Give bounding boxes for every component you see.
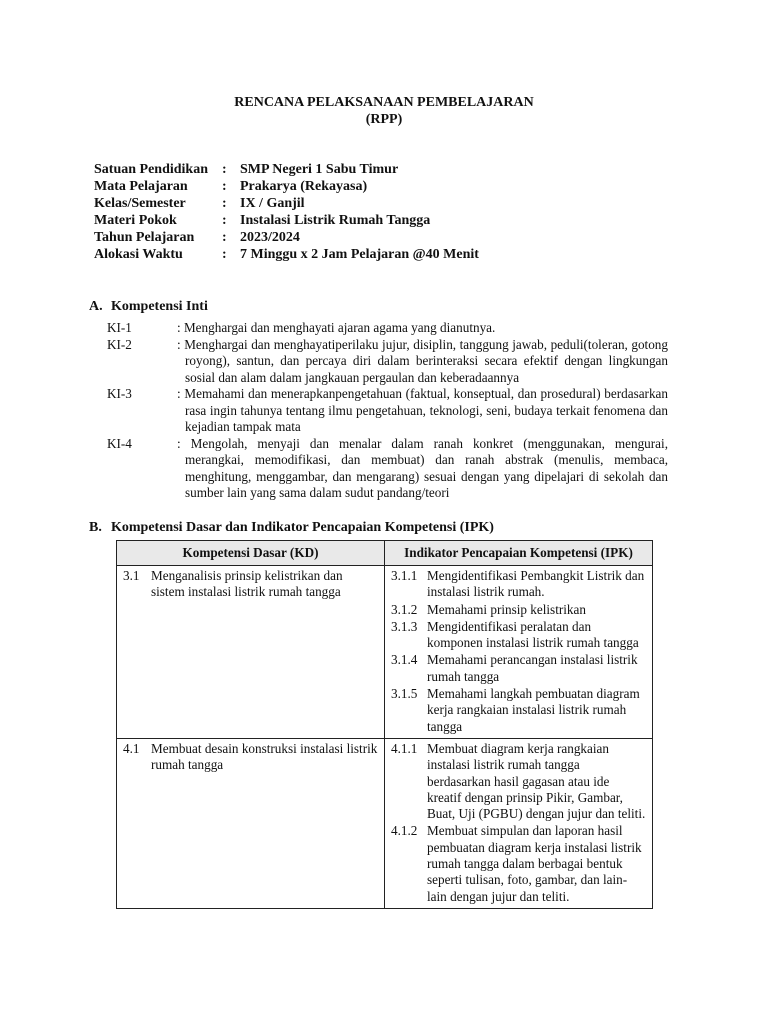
identity-colon: :: [222, 179, 227, 194]
kd-cell: [117, 566, 385, 739]
ki-item: [107, 386, 668, 436]
section-b-title: Kompetensi Dasar dan Indikator Pencapaian Kompetensi (IPK): [111, 520, 494, 535]
ipk-number: 3.1.2: [391, 601, 418, 617]
ipk-item: [391, 686, 646, 735]
ipk-number: 4.1.2: [391, 823, 418, 839]
kd-number: 4.1: [123, 740, 140, 756]
section-a-heading: [89, 299, 208, 315]
ipk-text: Memahami langkah pembuatan diagram kerja rangkaian instalasi listrik rumah tangga: [427, 686, 640, 734]
ipk-text: Memahami perancangan instalasi listrik rumah tangga: [427, 652, 638, 684]
identity-colon: :: [222, 230, 227, 245]
identity-value: Instalasi Listrik Rumah Tangga: [240, 213, 431, 228]
section-b-heading: [89, 520, 494, 536]
ki-code: KI-1: [107, 320, 132, 335]
ipk-text: Mengidentifikasi Pembangkit Listrik dan instalasi listrik rumah.: [427, 568, 645, 600]
table-row: [117, 566, 653, 739]
identity-colon: :: [222, 247, 227, 262]
identity-colon: :: [222, 213, 227, 228]
ki-text: : Menghargai dan menghayati ajaran agama yang dianutnya.: [177, 320, 496, 335]
ipk-item: [391, 741, 646, 822]
kompetensi-inti-list: [107, 320, 668, 502]
ki-item: [107, 337, 668, 387]
identity-label: Materi Pokok: [94, 213, 177, 228]
document-subtitle: (RPP): [365, 112, 403, 127]
ipk-item: [391, 568, 646, 601]
identity-value: 7 Minggu x 2 Jam Pelajaran @40 Menit: [240, 247, 479, 262]
identity-colon: :: [222, 162, 227, 177]
ipk-number: 4.1.1: [391, 740, 418, 756]
ipk-item: [391, 652, 646, 685]
identity-label: Kelas/Semester: [94, 196, 186, 211]
ipk-text: Memahami prinsip kelistrikan: [427, 601, 586, 617]
ki-text: : Mengolah, menyaji dan menalar dalam ranah konkret (menggunakan, mengurai, merangkai, memodifikasi, dan membuat) dan ranah abstrak (menulis, membaca, menghitung, menggambar, dan mengarang) sesuai dengan yang dipelajari di sekolah dan sumber lain yang sama dalam sudut pandang/teori: [177, 435, 668, 500]
ki-text: : Memahami dan menerapkanpengetahuan (faktual, konseptual, dan prosedural) berdasarkan rasa ingin tahunya tentang ilmu pengetahuan, teknologi, seni, budaya terkait fenomena dan kejadian tampak mata: [177, 386, 668, 434]
identity-label: Tahun Pelajaran: [94, 230, 195, 245]
ipk-cell: [385, 738, 653, 908]
kd-cell: [117, 738, 385, 908]
identity-colon: :: [222, 196, 227, 211]
section-a-letter: A.: [89, 299, 103, 314]
identity-label: Satuan Pendidikan: [94, 162, 208, 177]
ipk-text: Membuat diagram kerja rangkaian instalasi listrik rumah tangga berdasarkan hasil gagasan atau ide kreatif dengan prinsip Pikir, Gambar, Buat, Uji (PGBU) dengan jujur dan teliti.: [427, 740, 646, 822]
section-a-title: Kompetensi Inti: [111, 299, 208, 314]
identity-value: SMP Negeri 1 Sabu Timur: [240, 162, 399, 177]
ipk-number: 3.1.1: [391, 568, 418, 583]
ipk-item: [391, 602, 646, 618]
ipk-item: [391, 619, 646, 652]
kd-text: Membuat desain konstruksi instalasi listrik rumah tangga: [151, 740, 378, 773]
kd-ipk-table: [116, 540, 653, 909]
table-row: [117, 738, 653, 908]
kd-text: Menganalisis prinsip kelistrikan dan sistem instalasi listrik rumah tangga: [151, 568, 343, 600]
ki-item: [107, 436, 668, 502]
ipk-item: [391, 823, 646, 904]
ki-code: KI-2: [107, 336, 132, 352]
ipk-cell: [385, 566, 653, 739]
ipk-number: 3.1.4: [391, 652, 418, 668]
header-kd: Kompetensi Dasar (KD): [117, 541, 385, 566]
header-ipk: Indikator Pencapaian Kompetensi (IPK): [385, 541, 653, 566]
identity-value: 2023/2024: [240, 230, 300, 245]
ipk-text: Mengidentifikasi peralatan dan komponen instalasi listrik rumah tangga: [427, 618, 639, 651]
section-b-letter: B.: [89, 520, 102, 535]
ki-item: [107, 320, 668, 337]
identity-value: Prakarya (Rekayasa): [240, 179, 368, 194]
ipk-number: 3.1.3: [391, 618, 418, 634]
document-title: RENCANA PELAKSANAAN PEMBELAJARAN: [234, 95, 534, 110]
ipk-number: 3.1.5: [391, 686, 418, 702]
ki-code: KI-4: [107, 435, 132, 451]
table-header-row: [117, 541, 653, 566]
ki-code: KI-3: [107, 386, 132, 401]
identity-label: Alokasi Waktu: [94, 247, 183, 262]
ki-text: : Menghargai dan menghayatiperilaku jujur, disiplin, tanggung jawab, peduli(toleran, gotong royong), santun, dan percaya diri dalam berinteraksi secara efektif dengan lingkungan sosial dan alam dalam jangkauan pergaulan dan keberadaannya: [177, 336, 668, 385]
kd-number: 3.1: [123, 568, 140, 583]
identity-value: IX / Ganjil: [240, 196, 305, 211]
ipk-text: Membuat simpulan dan laporan hasil pembuatan diagram kerja instalasi listrik rumah tangga dalam berbagai bentuk seperti tulisan, foto, gambar, dan lain-lain dengan jujur dan teliti.: [427, 823, 642, 904]
identity-label: Mata Pelajaran: [94, 179, 188, 194]
